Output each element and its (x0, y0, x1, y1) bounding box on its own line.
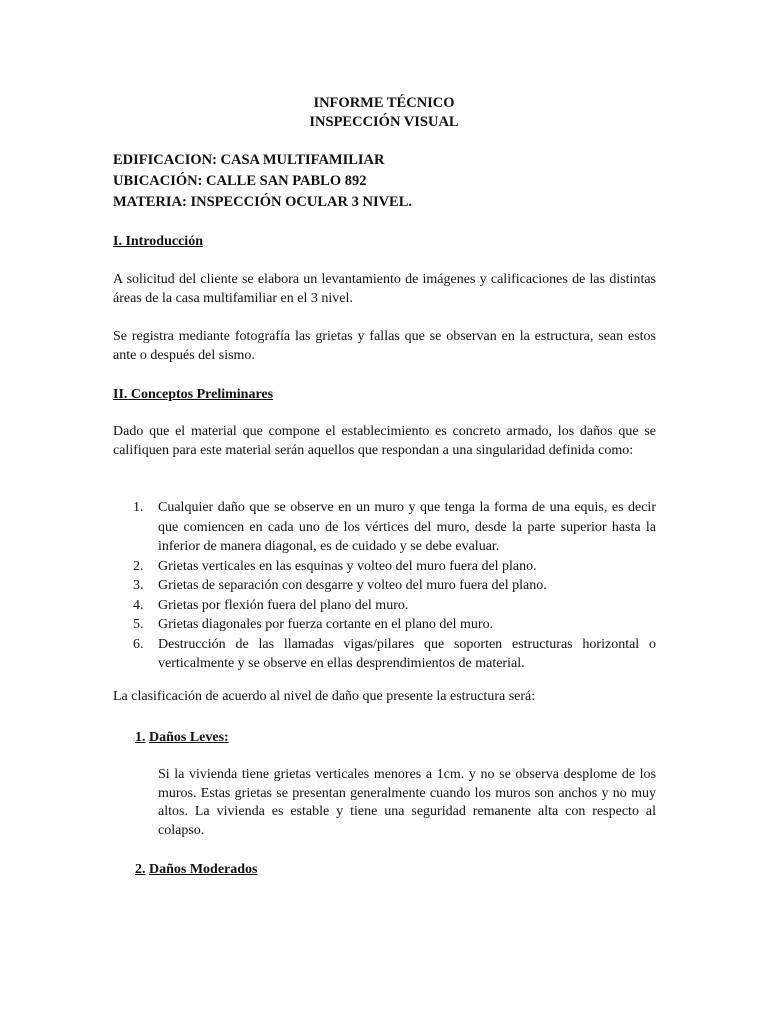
conceptos-intro-paragraph: Dado que el material que compone el establecimiento es concreto armado, los daños que se califiquen para este material serán aquellos que respondan a una singularidad definida como: (113, 424, 656, 458)
list-item (128, 557, 656, 577)
report-subtitle: INSPECCIÓN VISUAL (309, 114, 459, 130)
list-item-text: Grietas diagonales por fuerza cortante en el plano del muro. (158, 617, 494, 632)
level-heading-moderados (135, 860, 258, 879)
list-item (128, 576, 656, 596)
list-item-text: Grietas por flexión fuera del plano del muro. (158, 597, 409, 613)
list-item-number: 1. (133, 500, 144, 515)
meta-materia: MATERIA: INSPECCIÓN OCULAR 3 NIVEL. (113, 194, 413, 210)
classification-paragraph: La clasificación de acuerdo al nivel de daño que presente la estructura será: (113, 689, 536, 704)
meta-ubicacion: UBICACIÓN: CALLE SAN PABLO 892 (113, 173, 367, 189)
list-item-text: Grietas de separación con desgarre y volteo del muro fuera del plano. (158, 578, 547, 593)
list-item (128, 635, 656, 674)
list-item-number: 6. (133, 636, 144, 652)
level-number: 2. (135, 862, 146, 877)
meta-edificacion: EDIFICACION: CASA MULTIFAMILIAR (113, 152, 385, 168)
level-heading-leves (135, 728, 229, 747)
list-item-number: 4. (133, 597, 144, 613)
list-item-number: 3. (133, 578, 144, 593)
list-item-text: Grietas verticales en las esquinas y volteo del muro fuera del plano. (158, 558, 537, 574)
section-heading-introduccion: I. Introducción (113, 234, 203, 249)
list-item-number: 2. (133, 558, 144, 574)
level-description-leves: Si la vivienda tiene grietas verticales menores a 1cm. y no se observa desplome de los muros. Estas grietas se presentan generalmente cuando los muros son anchos y no muy altos. La vivienda es estable y tiene una seguridad remanente alta con respecto al colapso. (158, 767, 656, 838)
damage-criteria-list (128, 498, 656, 674)
list-item-text: Destrucción de las llamadas vigas/pilares que soporten estructuras horizontal o verticalmente y se observe en ellas desprendimientos de material. (158, 636, 656, 671)
level-title: Daños Moderados (149, 862, 258, 877)
section-heading-conceptos: II. Conceptos Preliminares (113, 387, 274, 402)
list-item-text: Cualquier daño que se observe en un muro y que tenga la forma de una equis, es decir que comiencen en cada uno de los vértices del muro, desde la parte superior hasta la inferior de manera diagonal, es de cuidado y se debe evaluar. (158, 500, 656, 554)
level-number: 1. (135, 730, 146, 745)
list-item (128, 596, 656, 616)
report-title: INFORME TÉCNICO (313, 95, 455, 111)
intro-paragraph-1: A solicitud del cliente se elabora un levantamiento de imágenes y calificaciones de las distintas áreas de la casa multifamiliar en el 3 nivel. (113, 272, 656, 306)
list-item-number: 5. (133, 617, 144, 632)
intro-paragraph-2: Se registra mediante fotografía las grietas y fallas que se observan en la estructura, sean estos ante o después del sismo. (113, 329, 656, 363)
list-item (128, 498, 656, 557)
list-item (128, 615, 656, 635)
level-title: Daños Leves: (149, 730, 229, 745)
